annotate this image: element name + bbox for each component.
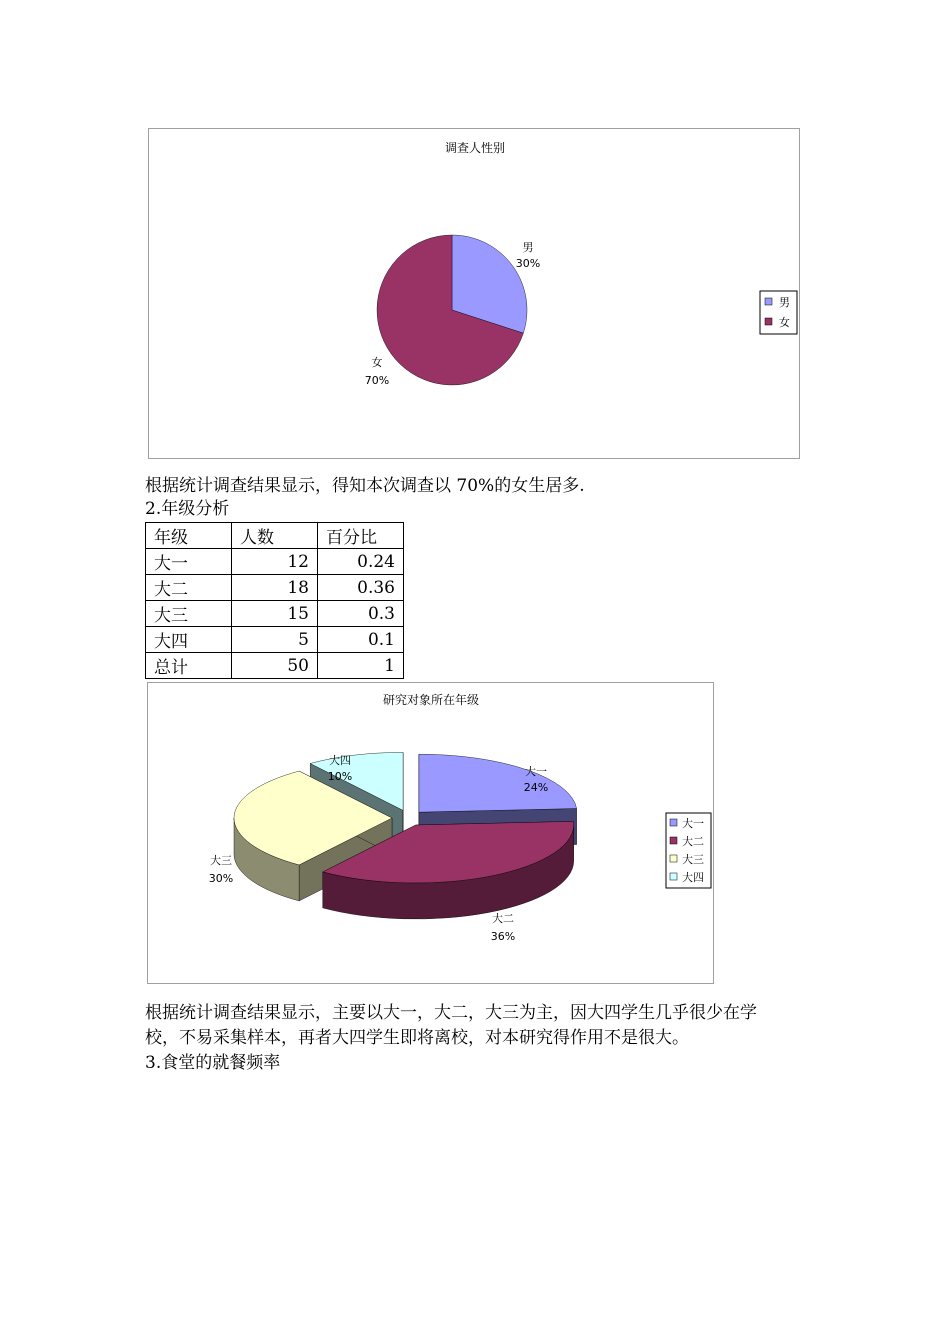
slice-label-grade1-name: 大一: [525, 765, 547, 778]
table-header-row: [146, 523, 404, 549]
paragraph-grade-result-line2: 校，不易采集样本，再者大四学生即将离校，对本研究得作用不是很大。: [145, 1028, 689, 1048]
table-cell-count: 5: [232, 627, 318, 653]
slice-label-female-name: 女: [371, 356, 383, 369]
legend-label-grade3: 大三: [682, 853, 704, 866]
table-cell-grade: 总计: [146, 653, 232, 679]
slice-label-grade3-name: 大三: [210, 854, 232, 867]
table-row: [146, 549, 404, 575]
legend-swatch-grade2: [670, 837, 677, 844]
table-cell-ratio: 0.1: [318, 627, 404, 653]
slice-label-grade4-pct: 10%: [327, 770, 353, 783]
legend-label-female: 女: [779, 316, 790, 329]
table-cell-ratio: 0.3: [318, 601, 404, 627]
table-row: [146, 627, 404, 653]
table-cell-grade: 大四: [146, 627, 232, 653]
legend-label-male: 男: [779, 296, 790, 309]
table-header-cell: 百分比: [318, 523, 404, 549]
legend-swatch-female: [765, 318, 772, 325]
table-total-row: [146, 653, 404, 679]
legend-swatch-grade3: [670, 855, 677, 862]
legend-swatch-grade4: [670, 873, 677, 880]
table-header-cell: 年级: [146, 523, 232, 549]
legend-label-grade4: 大四: [682, 871, 704, 884]
table-cell-count: 50: [232, 653, 318, 679]
slice-label-male-pct: 30%: [515, 257, 541, 270]
gender-pie-chart: [148, 128, 800, 459]
paragraph-grade-result-line1: 根据统计调查结果显示，主要以大一，大二，大三为主，因大四学生几乎很少在学: [145, 1003, 757, 1023]
slice-label-grade1-pct: 24%: [523, 781, 549, 794]
table-cell-count: 15: [232, 601, 318, 627]
slice-label-grade2-pct: 36%: [490, 930, 516, 943]
table-cell-grade: 大三: [146, 601, 232, 627]
gender-pie-svg: [149, 129, 801, 460]
slice-label-grade3-pct: 30%: [208, 872, 234, 885]
table-cell-grade: 大一: [146, 549, 232, 575]
grade-pie-chart: [147, 682, 714, 984]
legend-label-grade1: 大一: [682, 817, 704, 830]
table-cell-ratio: 1: [318, 653, 404, 679]
grade-table: [145, 522, 404, 679]
section-3-heading: 3.食堂的就餐频率: [145, 1053, 281, 1073]
grade-pie-svg: [148, 683, 715, 985]
slice-label-male-name: 男: [522, 241, 534, 254]
slice-label-female-pct: 70%: [364, 374, 390, 387]
slice-label-grade4-name: 大四: [329, 754, 351, 767]
legend-swatch-grade1: [670, 819, 677, 826]
table-header-cell: 人数: [232, 523, 318, 549]
table-cell-count: 12: [232, 549, 318, 575]
table-cell-ratio: 0.36: [318, 575, 404, 601]
legend-swatch-male: [765, 298, 772, 305]
table-row: [146, 575, 404, 601]
table-row: [146, 601, 404, 627]
paragraph-gender-result: 根据统计调查结果显示，得知本次调查以 70%的女生居多.: [145, 476, 585, 496]
legend-label-grade2: 大二: [682, 835, 704, 848]
table-cell-grade: 大二: [146, 575, 232, 601]
slice-label-grade2-name: 大二: [492, 912, 514, 925]
table-cell-ratio: 0.24: [318, 549, 404, 575]
table-cell-count: 18: [232, 575, 318, 601]
grade-chart-title: 研究对象所在年级: [382, 693, 480, 707]
gender-chart-title: 调查人性别: [444, 141, 506, 155]
section-2-heading: 2.年级分析: [145, 499, 230, 519]
